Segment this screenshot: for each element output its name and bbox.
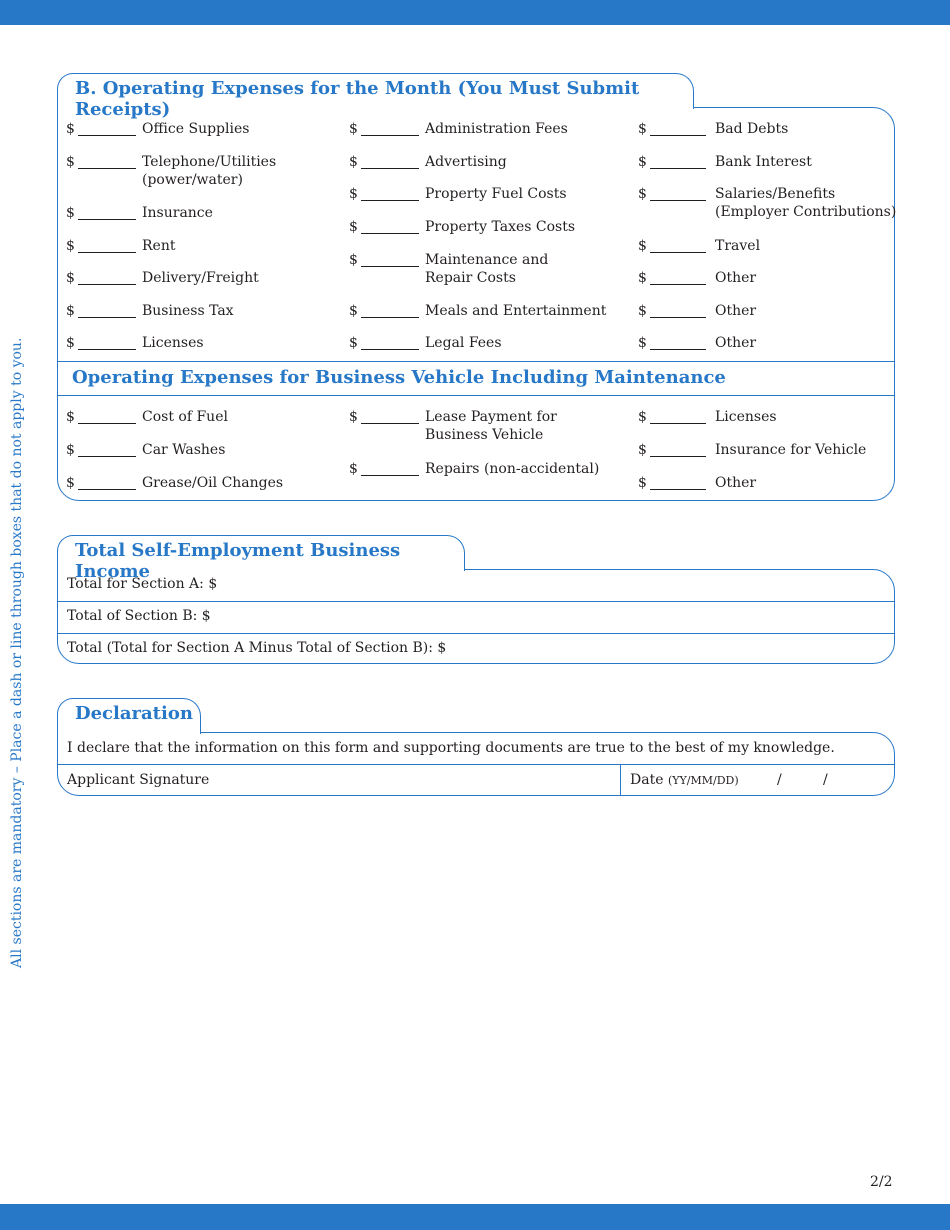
currency-symbol: $	[638, 409, 647, 425]
amount-input[interactable]	[361, 349, 419, 350]
currency-symbol: $	[349, 409, 358, 425]
amount-input[interactable]	[361, 266, 419, 267]
amount-input[interactable]	[650, 349, 706, 350]
section-b-col3-item-4	[638, 269, 908, 305]
currency-symbol: $	[66, 154, 75, 170]
expense-label: Property Fuel Costs	[425, 186, 567, 202]
section-b-col3-item-2	[638, 185, 908, 221]
vehicle-col1-item-1	[66, 441, 336, 477]
expense-label: Business Tax	[142, 303, 234, 319]
amount-input[interactable]	[650, 456, 706, 457]
expense-label: Insurance for Vehicle	[715, 442, 867, 458]
amount-input[interactable]	[650, 135, 706, 136]
currency-symbol: $	[349, 219, 358, 235]
section-b-col1-item-5	[66, 302, 336, 338]
expense-label: Bad Debts	[715, 121, 789, 137]
currency-symbol: $	[66, 303, 75, 319]
section-b-box	[57, 107, 895, 501]
currency-symbol: $	[66, 475, 75, 491]
currency-symbol: $	[66, 335, 75, 351]
currency-symbol: $	[66, 409, 75, 425]
expense-label: Administration Fees	[425, 121, 568, 137]
currency-symbol: $	[66, 270, 75, 286]
currency-symbol: $	[638, 270, 647, 286]
currency-symbol: $	[349, 303, 358, 319]
expense-label: Grease/Oil Changes	[142, 475, 284, 491]
vehicle-col3-item-0	[638, 408, 908, 444]
section-b-col3-item-5	[638, 302, 908, 338]
applicant-signature-field[interactable]	[58, 772, 621, 788]
amount-input[interactable]	[361, 233, 419, 234]
amount-input[interactable]	[78, 135, 136, 136]
section-b-col2-item-3	[349, 218, 619, 254]
section-b-col1-item-4	[66, 269, 336, 305]
expense-label: Maintenance and Repair Costs	[425, 252, 549, 286]
date-field[interactable]	[621, 772, 891, 788]
section-b-col2-item-2	[349, 185, 619, 221]
date-sep-2: /	[823, 772, 828, 788]
section-b-col1-item-1	[66, 153, 336, 189]
bottom-bar	[0, 1204, 950, 1230]
top-bar	[0, 0, 950, 25]
section-b-col3-item-3	[638, 237, 908, 273]
total-net[interactable]: Total (Total for Section A Minus Total of Section B): $	[67, 640, 447, 656]
date-sep-1: /	[777, 772, 782, 788]
section-b-col3-item-1	[638, 153, 908, 189]
section-b-col2-item-4	[349, 251, 619, 287]
expense-label: Licenses	[142, 335, 204, 351]
expense-label: Advertising	[425, 154, 507, 170]
expense-label: Travel	[715, 238, 761, 254]
currency-symbol: $	[638, 475, 647, 491]
declaration-title: Declaration	[75, 703, 193, 724]
currency-symbol: $	[66, 238, 75, 254]
currency-symbol: $	[349, 186, 358, 202]
amount-input[interactable]	[650, 317, 706, 318]
applicant-signature-label: Applicant Signature	[67, 772, 210, 788]
expense-label: Office Supplies	[142, 121, 250, 137]
expense-label: Other	[715, 335, 757, 351]
amount-input[interactable]	[78, 219, 136, 220]
vehicle-subheading	[58, 361, 894, 396]
amount-input[interactable]	[361, 135, 419, 136]
expense-label: Rent	[142, 238, 176, 254]
amount-input[interactable]	[361, 200, 419, 201]
expense-label: Property Taxes Costs	[425, 219, 576, 235]
section-b-col3-item-0	[638, 120, 908, 156]
amount-input[interactable]	[78, 349, 136, 350]
amount-input[interactable]	[650, 168, 706, 169]
expense-label: Cost of Fuel	[142, 409, 228, 425]
amount-input[interactable]	[78, 168, 136, 169]
amount-input[interactable]	[650, 489, 706, 490]
amount-input[interactable]	[650, 284, 706, 285]
vehicle-col1-item-2	[66, 474, 336, 510]
currency-symbol: $	[349, 154, 358, 170]
amount-input[interactable]	[78, 489, 136, 490]
total-section-a[interactable]: Total for Section A: $	[67, 576, 218, 592]
date-format: (YY/MM/DD)	[667, 774, 739, 787]
total-income-tab	[57, 535, 465, 582]
vehicle-col2-item-1	[349, 460, 619, 496]
date-label: Date	[630, 772, 664, 788]
vehicle-col1-item-0	[66, 408, 336, 444]
declaration-tab	[57, 698, 201, 734]
section-b-col1-item-0	[66, 120, 336, 156]
currency-symbol: $	[638, 238, 647, 254]
currency-symbol: $	[349, 461, 358, 477]
vehicle-col3-item-2	[638, 474, 908, 510]
expense-label: Repairs (non-accidental)	[425, 461, 600, 477]
section-b-col1-item-2	[66, 204, 336, 240]
amount-input[interactable]	[78, 456, 136, 457]
amount-input[interactable]	[78, 423, 136, 424]
currency-symbol: $	[349, 252, 358, 268]
currency-symbol: $	[349, 121, 358, 137]
declaration-statement: I declare that the information on this form and supporting documents are true to the best of my knowledge.	[67, 740, 835, 756]
expense-label: Delivery/Freight	[142, 270, 259, 286]
currency-symbol: $	[638, 303, 647, 319]
section-b-col2-item-1	[349, 153, 619, 189]
amount-input[interactable]	[650, 200, 706, 201]
currency-symbol: $	[638, 121, 647, 137]
declaration-box	[57, 732, 895, 796]
total-section-b[interactable]: Total of Section B: $	[67, 608, 211, 624]
amount-input[interactable]	[361, 317, 419, 318]
expense-label: Lease Payment for Business Vehicle	[425, 409, 557, 443]
expense-label: Other	[715, 270, 757, 286]
vehicle-col2-item-0	[349, 408, 619, 444]
amount-input[interactable]	[361, 423, 419, 424]
currency-symbol: $	[638, 154, 647, 170]
total-income-title: Total Self-Employment Business Income	[75, 540, 401, 582]
currency-symbol: $	[638, 335, 647, 351]
expense-label: Meals and Entertainment	[425, 303, 607, 319]
expense-label: Salaries/Benefits (Employer Contributions)	[715, 186, 897, 220]
amount-input[interactable]	[650, 423, 706, 424]
expense-label: Telephone/Utilities (power/water)	[142, 154, 277, 188]
expense-label: Legal Fees	[425, 335, 502, 351]
currency-symbol: $	[349, 335, 358, 351]
amount-input[interactable]	[78, 284, 136, 285]
amount-input[interactable]	[361, 475, 419, 476]
section-b-col2-item-0	[349, 120, 619, 156]
amount-input[interactable]	[78, 252, 136, 253]
expense-label: Bank Interest	[715, 154, 812, 170]
section-b-tab	[57, 73, 694, 120]
page-number: 2/2	[870, 1174, 893, 1190]
currency-symbol: $	[66, 121, 75, 137]
section-b-title: B. Operating Expenses for the Month (You Must Submit Receipts)	[75, 78, 640, 120]
amount-input[interactable]	[650, 252, 706, 253]
vehicle-title: Operating Expenses for Business Vehicle Including Maintenance	[72, 367, 726, 388]
section-b-col1-item-3	[66, 237, 336, 273]
currency-symbol: $	[638, 442, 647, 458]
amount-input[interactable]	[361, 168, 419, 169]
currency-symbol: $	[638, 186, 647, 202]
currency-symbol: $	[66, 205, 75, 221]
currency-symbol: $	[66, 442, 75, 458]
amount-input[interactable]	[78, 317, 136, 318]
section-b-col2-item-5	[349, 302, 619, 338]
total-income-box	[57, 569, 895, 664]
side-note: All sections are mandatory – Place a dash or line through boxes that do not apply to you.	[9, 337, 25, 968]
expense-label: Licenses	[715, 409, 777, 425]
expense-label: Other	[715, 475, 757, 491]
expense-label: Insurance	[142, 205, 213, 221]
vehicle-col3-item-1	[638, 441, 908, 477]
expense-label: Car Washes	[142, 442, 226, 458]
expense-label: Other	[715, 303, 757, 319]
